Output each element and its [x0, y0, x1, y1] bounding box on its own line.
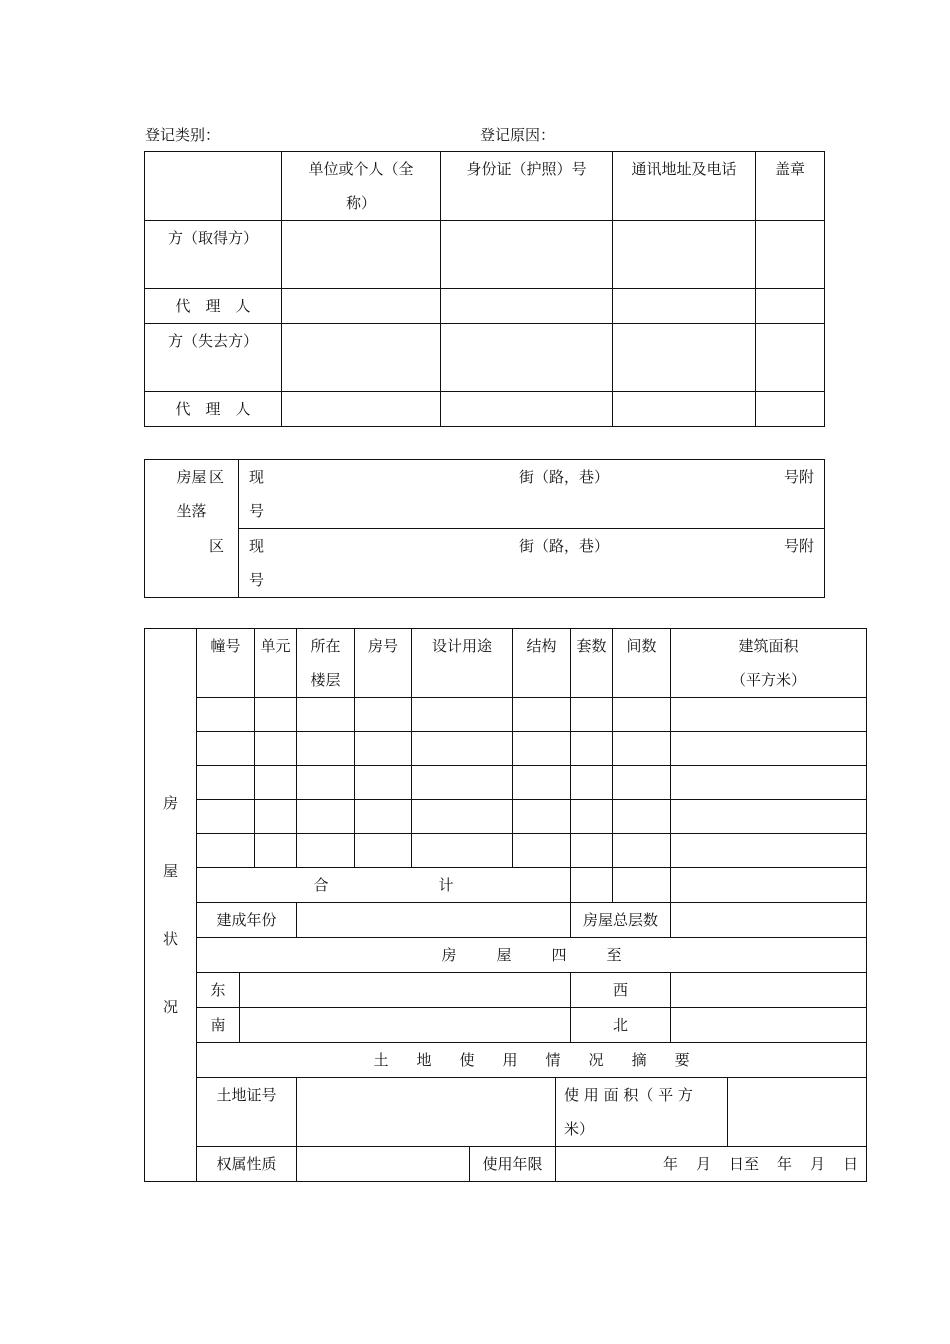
- boundary-char: 至: [606, 946, 622, 964]
- cell[interactable]: [671, 698, 867, 732]
- term-month: 月: [810, 1155, 826, 1173]
- col-seal: 盖章: [756, 152, 825, 221]
- total-floors-label: 房屋总层数: [571, 903, 671, 938]
- cell[interactable]: [671, 766, 867, 800]
- cell[interactable]: [297, 732, 355, 766]
- location-label-line2: 坐落: [176, 502, 207, 520]
- acquirer-agent-id-cell[interactable]: [441, 289, 613, 324]
- built-year-value[interactable]: [297, 903, 571, 938]
- location-line-2[interactable]: [208, 529, 825, 598]
- col-unit: 单元: [255, 629, 297, 698]
- north-value[interactable]: [671, 1008, 867, 1043]
- cell[interactable]: [412, 766, 513, 800]
- acquirer-agent-name-cell[interactable]: [282, 289, 441, 324]
- land-use-summary-heading: [197, 1043, 867, 1078]
- acquirer-agent-seal-cell[interactable]: [756, 289, 825, 324]
- cell[interactable]: [671, 834, 867, 868]
- total-row-label: [197, 868, 571, 903]
- acquirer-agent-address-cell[interactable]: [613, 289, 756, 324]
- land-char: 摘: [631, 1051, 647, 1069]
- use-area-line2: 米）: [564, 1120, 595, 1138]
- col-building-no: 幢号: [197, 629, 255, 698]
- number-wrap: 号: [249, 571, 265, 589]
- cell[interactable]: [613, 800, 671, 834]
- cell[interactable]: [671, 800, 867, 834]
- col-unit-or-person: [282, 152, 441, 221]
- ownership-label: 权属性质: [197, 1147, 297, 1182]
- cell[interactable]: [412, 698, 513, 732]
- term-day: 日: [843, 1155, 859, 1173]
- cell[interactable]: [571, 698, 613, 732]
- cell[interactable]: [297, 766, 355, 800]
- west-value[interactable]: [671, 973, 867, 1008]
- location-line-1[interactable]: [208, 460, 825, 529]
- land-char: 使: [459, 1051, 475, 1069]
- loser-agent-address-cell[interactable]: [613, 392, 756, 427]
- row-acquirer-agent: 代 理 人: [145, 289, 282, 324]
- col-sets: 套数: [571, 629, 613, 698]
- area-line1: 建筑面积: [738, 637, 799, 655]
- cell[interactable]: [255, 698, 297, 732]
- land-char: 用: [502, 1051, 518, 1069]
- cell[interactable]: [412, 800, 513, 834]
- number-label: 号附: [783, 537, 814, 555]
- col-floor-area: [671, 629, 867, 698]
- use-area-label: [556, 1078, 728, 1147]
- built-year-label: 建成年份: [197, 903, 297, 938]
- land-char: 况: [588, 1051, 604, 1069]
- total-char: 计: [438, 876, 454, 894]
- cell[interactable]: [571, 732, 613, 766]
- east-label: 东: [197, 973, 240, 1008]
- col-room-no: 房号: [355, 629, 412, 698]
- west-text: 西: [613, 981, 629, 999]
- district-label: 区: [208, 537, 224, 555]
- cell[interactable]: [571, 766, 613, 800]
- col-unit-line1: 单位或个人（全: [308, 160, 414, 178]
- col-structure: 结构: [513, 629, 571, 698]
- floor-line2: 楼层: [310, 671, 341, 689]
- parties-table: [144, 151, 825, 427]
- cell[interactable]: [255, 834, 297, 868]
- current-label: 现: [249, 468, 265, 486]
- loser-agent-id-cell[interactable]: [441, 392, 613, 427]
- land-char: 地: [416, 1051, 432, 1069]
- four-boundaries-heading: [197, 938, 867, 973]
- acquirer-name-cell[interactable]: [282, 221, 441, 289]
- row-loser: 方（失去方）: [145, 324, 282, 392]
- acquirer-address-cell[interactable]: [613, 221, 756, 289]
- cell[interactable]: [613, 732, 671, 766]
- col-unit-line2: 称）: [345, 194, 376, 212]
- cell[interactable]: [255, 732, 297, 766]
- cell[interactable]: [513, 698, 571, 732]
- registration-reason-label: 登记原因：: [480, 126, 556, 144]
- house-status-table: [144, 628, 867, 1182]
- cell[interactable]: [255, 766, 297, 800]
- term-month: 月: [696, 1155, 712, 1173]
- total-char: 合: [313, 876, 329, 894]
- term-day-to: 日至: [729, 1155, 760, 1173]
- location-label-line1: 房屋: [176, 468, 207, 486]
- total-sets-cell[interactable]: [571, 868, 613, 903]
- loser-id-cell[interactable]: [441, 324, 613, 392]
- cell[interactable]: [355, 732, 412, 766]
- loser-name-cell[interactable]: [282, 324, 441, 392]
- land-cert-label: 土地证号: [197, 1078, 297, 1147]
- side-char: 屋: [162, 862, 178, 880]
- total-area-cell[interactable]: [671, 868, 867, 903]
- cell[interactable]: [571, 834, 613, 868]
- cell[interactable]: [297, 698, 355, 732]
- loser-agent-name-cell[interactable]: [282, 392, 441, 427]
- row-acquirer: 方（取得方）: [145, 221, 282, 289]
- north-text: 北: [613, 1016, 629, 1034]
- cell[interactable]: [613, 766, 671, 800]
- south-label: 南: [197, 1008, 240, 1043]
- cell[interactable]: [197, 766, 255, 800]
- side-char: 状: [162, 930, 178, 948]
- loser-agent-seal-cell[interactable]: [756, 392, 825, 427]
- land-char: 土: [373, 1051, 389, 1069]
- col-floor: [297, 629, 355, 698]
- cell[interactable]: [197, 698, 255, 732]
- cell[interactable]: [671, 732, 867, 766]
- acquirer-seal-cell[interactable]: [756, 221, 825, 289]
- use-area-value[interactable]: [728, 1078, 867, 1147]
- side-char: 房: [162, 794, 178, 812]
- north-label: [571, 1008, 671, 1043]
- cell[interactable]: [297, 834, 355, 868]
- term-year: 年: [662, 1155, 678, 1173]
- col-id-number: 身份证（护照）号: [441, 152, 613, 221]
- street-label: 街（路，巷）: [518, 537, 609, 555]
- cell[interactable]: [513, 732, 571, 766]
- house-status-side-label: [145, 629, 197, 1182]
- loser-seal-cell[interactable]: [756, 324, 825, 392]
- cell[interactable]: [412, 834, 513, 868]
- south-value[interactable]: [240, 1008, 571, 1043]
- ownership-value[interactable]: [297, 1147, 470, 1182]
- location-label: [145, 460, 239, 598]
- number-wrap: 号: [249, 502, 265, 520]
- street-label: 街（路，巷）: [518, 468, 609, 486]
- cell[interactable]: [355, 698, 412, 732]
- cell[interactable]: [571, 800, 613, 834]
- acquirer-id-cell[interactable]: [441, 221, 613, 289]
- total-floors-value[interactable]: [671, 903, 867, 938]
- land-char: 情: [545, 1051, 561, 1069]
- number-label: 号附: [783, 468, 814, 486]
- cell[interactable]: [197, 834, 255, 868]
- use-term-label: 使用年限: [470, 1147, 556, 1182]
- floor-line1: 所在: [310, 637, 341, 655]
- west-label: [571, 973, 671, 1008]
- col-rooms: 间数: [613, 629, 671, 698]
- current-label: 现: [249, 537, 265, 555]
- col-address-phone: 通讯地址及电话: [613, 152, 756, 221]
- term-year: 年: [777, 1155, 793, 1173]
- area-line2: （平方米）: [731, 671, 807, 689]
- cell[interactable]: [197, 732, 255, 766]
- use-area-line1: 使 用 面 积（ 平 方: [564, 1086, 693, 1104]
- registration-category-label: 登记类别：: [145, 126, 221, 144]
- use-term-value[interactable]: [556, 1147, 867, 1182]
- side-char: 况: [162, 998, 178, 1016]
- cell[interactable]: [297, 800, 355, 834]
- land-char: 要: [674, 1051, 690, 1069]
- location-table: [144, 459, 825, 598]
- district-label: 区: [208, 468, 224, 486]
- cell[interactable]: [355, 766, 412, 800]
- east-value[interactable]: [240, 973, 571, 1008]
- cell[interactable]: [355, 800, 412, 834]
- cell[interactable]: [255, 800, 297, 834]
- cell[interactable]: [412, 732, 513, 766]
- total-rooms-cell[interactable]: [613, 868, 671, 903]
- row-loser-agent: 代 理 人: [145, 392, 282, 427]
- boundary-char: 屋: [496, 946, 512, 964]
- boundary-char: 房: [441, 946, 457, 964]
- cell[interactable]: [355, 834, 412, 868]
- boundary-char: 四: [551, 946, 567, 964]
- cell[interactable]: [613, 834, 671, 868]
- loser-address-cell[interactable]: [613, 324, 756, 392]
- cell[interactable]: [513, 834, 571, 868]
- cell[interactable]: [513, 800, 571, 834]
- col-design-use: 设计用途: [412, 629, 513, 698]
- land-cert-value[interactable]: [297, 1078, 556, 1147]
- parties-corner-cell: [145, 152, 282, 221]
- cell[interactable]: [197, 800, 255, 834]
- cell[interactable]: [513, 766, 571, 800]
- cell[interactable]: [613, 698, 671, 732]
